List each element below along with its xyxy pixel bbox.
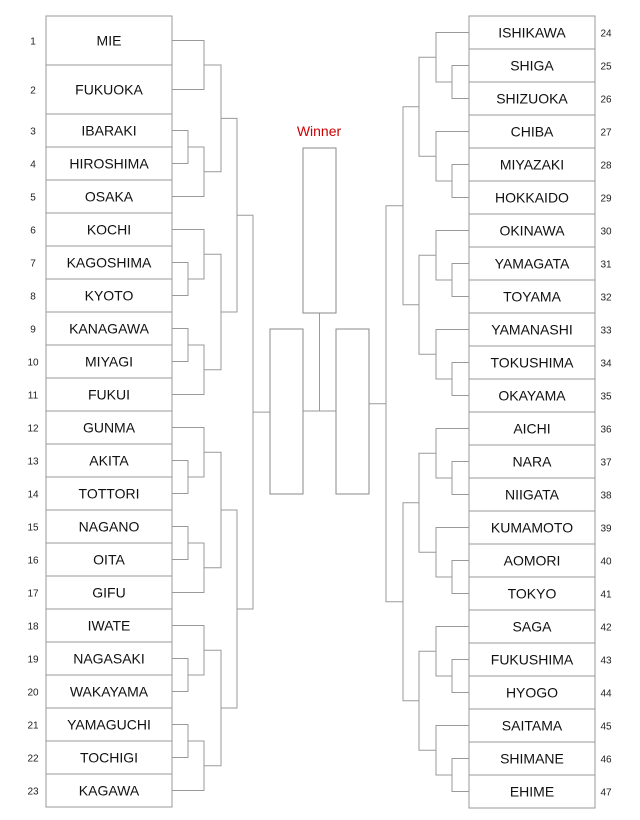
seed-number: 8	[30, 291, 36, 303]
connector	[419, 651, 436, 750]
seed-number: 45	[600, 721, 612, 733]
seed-number: 13	[27, 456, 39, 468]
team-entry	[27, 675, 172, 708]
team-name: OKINAWA	[499, 222, 565, 239]
connector	[403, 503, 419, 701]
team-name: NARA	[512, 453, 552, 470]
seed-number: 36	[600, 424, 612, 436]
seed-number: 14	[27, 489, 39, 501]
team-name: OITA	[93, 551, 125, 568]
seed-number: 6	[30, 225, 36, 237]
connector	[172, 329, 188, 362]
team-name: MIE	[96, 32, 122, 49]
team-entry	[469, 544, 612, 577]
team-name: YAMANASHI	[491, 321, 573, 338]
team-name: KANAGAWA	[69, 320, 149, 337]
team-name: KAGAWA	[78, 782, 140, 799]
team-name: SHIZUOKA	[496, 90, 568, 107]
connector	[204, 452, 221, 568]
team-entry	[27, 642, 172, 675]
connector	[172, 725, 188, 758]
connector	[419, 255, 436, 354]
connector	[419, 453, 436, 552]
seed-number: 16	[27, 555, 39, 567]
connector	[204, 254, 221, 370]
team-entry	[469, 148, 612, 181]
seed-number: 28	[600, 160, 612, 172]
team-entry	[469, 16, 612, 49]
team-entry	[469, 82, 612, 115]
seed-number: 22	[27, 753, 39, 765]
team-name: KYOTO	[84, 287, 134, 304]
team-entry	[30, 180, 172, 213]
seed-number: 20	[27, 687, 39, 699]
team-name: SHIGA	[510, 57, 554, 74]
team-entry	[30, 213, 172, 246]
seed-number: 47	[600, 787, 612, 799]
team-entry	[30, 114, 172, 147]
seed-number: 26	[600, 94, 612, 106]
connector	[452, 363, 469, 396]
connector	[419, 57, 436, 156]
seed-number: 37	[600, 457, 612, 469]
team-name: KOCHI	[86, 221, 132, 238]
seed-number: 46	[600, 754, 612, 766]
seed-number: 27	[600, 127, 612, 139]
left-bracket	[27, 16, 172, 807]
bracket-lines	[172, 33, 469, 792]
connector	[436, 429, 452, 479]
seed-number: 41	[600, 589, 612, 601]
team-name: MIYAGI	[85, 353, 133, 370]
team-entry	[469, 445, 612, 478]
team-entry	[27, 444, 172, 477]
winner-label: Winner	[296, 123, 342, 139]
seed-number: 33	[600, 325, 612, 337]
connector	[188, 147, 204, 197]
team-name: SAITAMA	[501, 717, 563, 734]
team-entry	[469, 709, 612, 742]
connector	[452, 264, 469, 297]
team-name: YAMAGATA	[494, 255, 570, 272]
team-entry	[27, 477, 172, 510]
team-name: NIIGATA	[505, 486, 559, 503]
team-name: TOTTORI	[78, 485, 140, 502]
connector	[452, 66, 469, 99]
seed-number: 40	[600, 556, 612, 568]
team-entry	[27, 411, 172, 444]
team-name: IWATE	[87, 617, 131, 634]
seed-number: 43	[600, 655, 612, 667]
seed-number: 19	[27, 654, 39, 666]
team-entry	[28, 378, 172, 411]
team-name: AOMORI	[503, 552, 561, 569]
seed-number: 18	[27, 621, 39, 633]
connector	[452, 561, 469, 594]
team-name: SHIMANE	[500, 750, 564, 767]
connector	[221, 118, 237, 312]
team-entry	[469, 412, 612, 445]
seed-number: 3	[30, 126, 36, 138]
connector	[221, 510, 237, 708]
seed-number: 7	[30, 258, 36, 270]
team-entry	[469, 346, 612, 379]
connector	[452, 462, 469, 495]
team-name: KUMAMOTO	[490, 519, 574, 536]
connector	[188, 345, 204, 395]
team-entry	[469, 577, 612, 610]
team-name: EHIME	[509, 783, 555, 800]
connector	[436, 33, 452, 83]
seed-number: 31	[600, 259, 612, 271]
team-entry	[469, 49, 612, 82]
team-name: OKAYAMA	[498, 387, 566, 404]
team-entry	[27, 543, 172, 576]
team-entry	[30, 279, 172, 312]
connector	[204, 650, 221, 766]
team-entry	[469, 280, 612, 313]
connector	[188, 741, 204, 791]
team-entry	[469, 478, 612, 511]
seed-number: 9	[30, 324, 36, 336]
team-name: FUKUSHIMA	[490, 651, 574, 668]
right-bracket	[469, 16, 612, 808]
team-entry	[469, 181, 612, 214]
seed-number: 42	[600, 622, 612, 634]
team-name: TOKYO	[507, 585, 557, 602]
team-name: TOCHIGI	[79, 749, 139, 766]
connector	[436, 726, 452, 776]
connector	[452, 165, 469, 198]
team-entry	[30, 147, 172, 180]
seed-number: 21	[27, 720, 39, 732]
connector	[172, 461, 188, 494]
connector	[172, 263, 188, 296]
seed-number: 23	[27, 786, 39, 798]
seed-number: 5	[30, 192, 36, 204]
team-entry	[27, 774, 172, 807]
right-finalist-slot	[336, 329, 369, 494]
team-name: HYOGO	[505, 684, 559, 701]
team-name: OSAKA	[84, 188, 134, 205]
seed-number: 12	[27, 423, 39, 435]
team-entry	[27, 510, 172, 543]
connector	[436, 132, 452, 182]
team-entry	[27, 741, 172, 774]
team-name: SAGA	[512, 618, 552, 635]
team-entry	[27, 576, 172, 609]
team-entry	[469, 742, 612, 775]
team-name: FUKUI	[88, 386, 130, 403]
connector	[452, 759, 469, 792]
connector	[386, 206, 403, 602]
team-entry	[469, 610, 612, 643]
team-entry	[469, 379, 612, 412]
connector	[436, 330, 452, 380]
team-entry	[30, 312, 172, 345]
team-entry	[469, 214, 612, 247]
connector	[436, 231, 452, 281]
team-name: GUNMA	[82, 419, 136, 436]
connector	[237, 215, 253, 609]
final-area	[270, 123, 369, 494]
seed-number: 4	[30, 159, 36, 171]
team-entry	[469, 676, 612, 709]
team-name: HOKKAIDO	[495, 189, 569, 206]
left-finalist-slot	[270, 329, 303, 494]
connector	[436, 627, 452, 677]
seed-number: 10	[27, 357, 39, 369]
team-name: YAMAGUCHI	[67, 716, 151, 733]
team-name: NAGASAKI	[73, 650, 145, 667]
connector	[172, 659, 188, 692]
seed-number: 11	[27, 390, 39, 402]
seed-number: 34	[600, 358, 612, 370]
team-name: CHIBA	[510, 123, 554, 140]
seed-number: 17	[27, 588, 39, 600]
seed-number: 24	[600, 28, 612, 40]
team-name: GIFU	[92, 584, 126, 601]
connector	[403, 107, 419, 305]
team-name: IBARAKI	[81, 122, 137, 139]
connector	[188, 626, 204, 676]
team-entry	[469, 247, 612, 280]
seed-number: 15	[27, 522, 39, 534]
team-name: AICHI	[513, 420, 551, 437]
seed-number: 35	[600, 391, 612, 403]
team-entry	[30, 16, 172, 65]
connector	[204, 65, 221, 172]
team-name: AKITA	[89, 452, 129, 469]
connector	[188, 428, 204, 478]
team-name: ISHIKAWA	[498, 24, 566, 41]
team-entry	[27, 609, 172, 642]
team-name: MIYAZAKI	[499, 156, 565, 173]
team-name: NAGANO	[78, 518, 140, 535]
team-name: HIROSHIMA	[69, 155, 149, 172]
team-entry	[469, 313, 612, 346]
connector	[172, 527, 188, 560]
seed-number: 44	[600, 688, 612, 700]
team-name: TOYAMA	[503, 288, 561, 305]
connector	[172, 131, 188, 164]
connector	[172, 41, 204, 90]
team-name: FUKUOKA	[75, 81, 143, 98]
team-entry	[469, 115, 612, 148]
team-entry	[469, 511, 612, 544]
team-entry	[27, 708, 172, 741]
team-entry	[469, 775, 612, 808]
seed-number: 32	[600, 292, 612, 304]
seed-number: 25	[600, 61, 612, 73]
team-name: WAKAYAMA	[69, 683, 149, 700]
team-name: KAGOSHIMA	[66, 254, 152, 271]
connector	[188, 230, 204, 280]
connector	[452, 660, 469, 693]
seed-number: 30	[600, 226, 612, 238]
seed-number: 2	[30, 85, 36, 97]
team-entry	[27, 345, 172, 378]
team-entry	[30, 65, 172, 114]
team-entry	[469, 643, 612, 676]
seed-number: 29	[600, 193, 612, 205]
winner-slot	[303, 148, 336, 313]
team-name: TOKUSHIMA	[490, 354, 574, 371]
seed-number: 39	[600, 523, 612, 535]
seed-number: 38	[600, 490, 612, 502]
connector	[188, 543, 204, 593]
seed-number: 1	[30, 36, 36, 48]
connector	[436, 528, 452, 578]
team-entry	[30, 246, 172, 279]
